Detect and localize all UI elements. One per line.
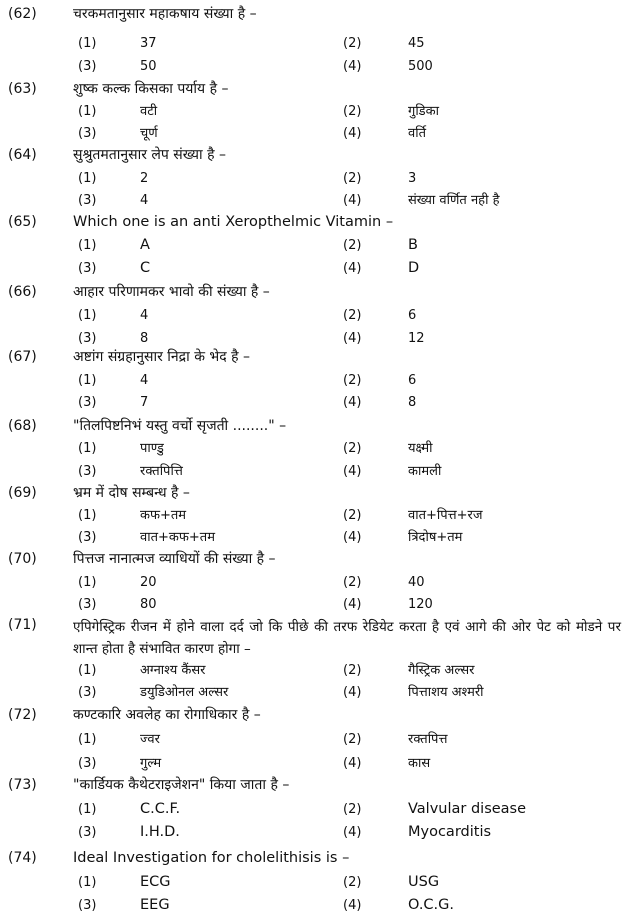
option-row [0, 822, 628, 844]
question-number: (68) [8, 418, 37, 434]
option-number: (1) [78, 104, 97, 119]
option-row [0, 168, 628, 190]
option-number: (4) [343, 597, 362, 612]
option-text: वटी [140, 104, 158, 119]
option-text: 120 [408, 597, 433, 612]
question-number: (62) [8, 6, 37, 22]
option-text: संख्या वर्णित नही है [408, 193, 500, 208]
option-text: 4 [140, 308, 149, 323]
option-text: 8 [408, 395, 417, 410]
option-number: (1) [78, 875, 97, 890]
option-row [0, 392, 628, 414]
question-text: भ्रम में दोष सम्बन्ध है – [73, 485, 190, 501]
option-number: (3) [78, 126, 97, 141]
option-row [0, 56, 628, 78]
question-text: पित्तज नानात्मज व्याधियों की संख्या है – [73, 551, 276, 567]
option-row [0, 461, 628, 483]
option-row [0, 682, 628, 704]
option-text: 4 [140, 373, 149, 388]
option-text: कफ+तम [140, 508, 187, 523]
option-text: B [408, 237, 418, 253]
option-row [0, 235, 628, 257]
option-row [0, 872, 628, 894]
option-row [0, 895, 628, 917]
option-number: (4) [343, 193, 362, 208]
option-text: चूर्ण [140, 126, 158, 141]
option-number: (4) [343, 825, 362, 840]
option-number: (4) [343, 756, 362, 771]
option-text: A [140, 237, 150, 253]
option-text: ज्वर [140, 732, 160, 747]
option-text: Valvular disease [408, 801, 527, 817]
option-number: (2) [343, 36, 362, 51]
option-text: C [140, 260, 151, 276]
option-text: I.H.D. [140, 824, 180, 840]
option-row [0, 753, 628, 775]
option-text: डयुडिओनल अल्सर [140, 685, 229, 700]
option-row [0, 799, 628, 821]
option-row [0, 572, 628, 594]
question-text: एपिगेस्ट्रिक रीजन में होने वाला दर्द जो कि पीछे की तरफ रेडियेट करता है एवं आगे की ओर पेट को मोडने पर शान्त होता है संभावित कारण होगा – [73, 619, 621, 657]
option-text: 3 [408, 171, 417, 186]
option-text: EEG [140, 897, 170, 913]
question-text: आहार परिणामकर भावो की संख्या है – [73, 284, 270, 300]
option-number: (2) [343, 575, 362, 590]
option-number: (1) [78, 238, 97, 253]
option-number: (2) [343, 441, 362, 456]
option-number: (3) [78, 530, 97, 545]
option-text: यक्ष्मी [408, 441, 433, 456]
option-text: रक्तपित्त [408, 732, 448, 747]
option-text: 50 [140, 59, 157, 74]
option-number: (1) [78, 308, 97, 323]
option-row [0, 33, 628, 55]
option-row [0, 190, 628, 212]
option-text: वर्ति [408, 126, 427, 141]
option-text: गुल्म [140, 756, 162, 771]
option-text: Myocarditis [408, 824, 492, 840]
option-number: (1) [78, 508, 97, 523]
question-text: कण्टकारि अवलेह का रोगाधिकार है – [73, 707, 261, 723]
question-text: शुष्क कल्क किसका पर्याय है – [73, 81, 229, 97]
question-number: (63) [8, 81, 37, 97]
option-number: (4) [343, 395, 362, 410]
option-text: 6 [408, 373, 417, 388]
option-row [0, 328, 628, 350]
option-text: वात+पित्त+रज [408, 508, 483, 523]
question-text: सुश्रुतमतानुसार लेप संख्या है – [73, 147, 226, 163]
option-number: (3) [78, 825, 97, 840]
option-number: (4) [343, 59, 362, 74]
option-text: गैस्ट्रिक अल्सर [408, 663, 475, 678]
option-number: (3) [78, 597, 97, 612]
option-row [0, 101, 628, 123]
question-number: (72) [8, 707, 37, 723]
option-number: (1) [78, 663, 97, 678]
option-number: (4) [343, 331, 362, 346]
option-number: (2) [343, 508, 362, 523]
option-text: गुडिका [408, 104, 439, 119]
option-text: 7 [140, 395, 149, 410]
question-number: (67) [8, 349, 37, 365]
option-number: (1) [78, 171, 97, 186]
option-number: (4) [343, 464, 362, 479]
question-number: (73) [8, 777, 37, 793]
option-number: (3) [78, 898, 97, 913]
option-number: (1) [78, 575, 97, 590]
question-text: Which one is an anti Xeropthelmic Vitamin – [73, 214, 394, 230]
question-text: अष्टांग संग्रहानुसार निद्रा के भेद है – [73, 349, 251, 365]
option-text: 45 [408, 36, 425, 51]
option-number: (2) [343, 104, 362, 119]
option-number: (3) [78, 464, 97, 479]
option-text: 80 [140, 597, 157, 612]
option-number: (3) [78, 685, 97, 700]
option-number: (3) [78, 395, 97, 410]
option-text: 4 [140, 193, 149, 208]
option-number: (4) [343, 261, 362, 276]
option-text: 6 [408, 308, 417, 323]
option-text: कास [408, 756, 431, 771]
question-text: Ideal Investigation for cholelithisis is – [73, 850, 350, 866]
option-number: (2) [343, 373, 362, 388]
option-text: C.C.F. [140, 801, 181, 817]
option-text: 8 [140, 331, 149, 346]
option-number: (1) [78, 441, 97, 456]
option-number: (4) [343, 685, 362, 700]
option-number: (2) [343, 802, 362, 817]
option-text: D [408, 260, 420, 276]
option-number: (3) [78, 331, 97, 346]
option-number: (3) [78, 756, 97, 771]
option-row [0, 660, 628, 682]
option-row [0, 505, 628, 527]
option-text: 37 [140, 36, 157, 51]
question-text: चरकमतानुसार महाकषाय संख्या है – [73, 6, 257, 22]
option-text: पित्ताशय अश्मरी [408, 685, 484, 700]
option-number: (2) [343, 171, 362, 186]
option-text: त्रिदोष+तम [408, 530, 463, 545]
question-number: (69) [8, 485, 37, 501]
option-text: ECG [140, 874, 171, 890]
question-number: (70) [8, 551, 37, 567]
option-row [0, 258, 628, 280]
option-number: (2) [343, 732, 362, 747]
option-text: अग्नाश्य कैंसर [140, 663, 206, 678]
option-number: (4) [343, 898, 362, 913]
option-text: कामली [408, 464, 442, 479]
question-text: "कार्डियक कैथेटराइजेशन" किया जाता है – [73, 777, 290, 793]
option-number: (1) [78, 373, 97, 388]
option-text: 500 [408, 59, 433, 74]
question-number: (71) [8, 617, 37, 633]
option-text: USG [408, 874, 440, 890]
option-number: (3) [78, 59, 97, 74]
option-number: (2) [343, 663, 362, 678]
option-row [0, 123, 628, 145]
option-number: (4) [343, 126, 362, 141]
option-text: 20 [140, 575, 157, 590]
option-number: (3) [78, 193, 97, 208]
option-number: (2) [343, 308, 362, 323]
option-text: रक्तपित्ति [140, 464, 183, 479]
option-row [0, 305, 628, 327]
question-text: "तिलपिष्टनिभं यस्तु वर्चो सृजती ........" – [73, 418, 287, 434]
option-number: (1) [78, 802, 97, 817]
option-number: (4) [343, 530, 362, 545]
option-row [0, 438, 628, 460]
option-text: पाण्डु [140, 441, 164, 456]
option-text: वात+कफ+तम [140, 530, 215, 545]
option-text: 40 [408, 575, 425, 590]
option-text: 2 [140, 171, 149, 186]
option-row [0, 527, 628, 549]
option-row [0, 729, 628, 751]
question-number: (64) [8, 147, 37, 163]
option-text: O.C.G. [408, 897, 455, 913]
question-number: (65) [8, 214, 37, 230]
option-number: (2) [343, 875, 362, 890]
option-number: (3) [78, 261, 97, 276]
option-row [0, 594, 628, 616]
option-number: (1) [78, 36, 97, 51]
option-number: (1) [78, 732, 97, 747]
option-text: 12 [408, 331, 425, 346]
question-number: (74) [8, 850, 37, 866]
option-row [0, 370, 628, 392]
question-number: (66) [8, 284, 37, 300]
option-number: (2) [343, 238, 362, 253]
